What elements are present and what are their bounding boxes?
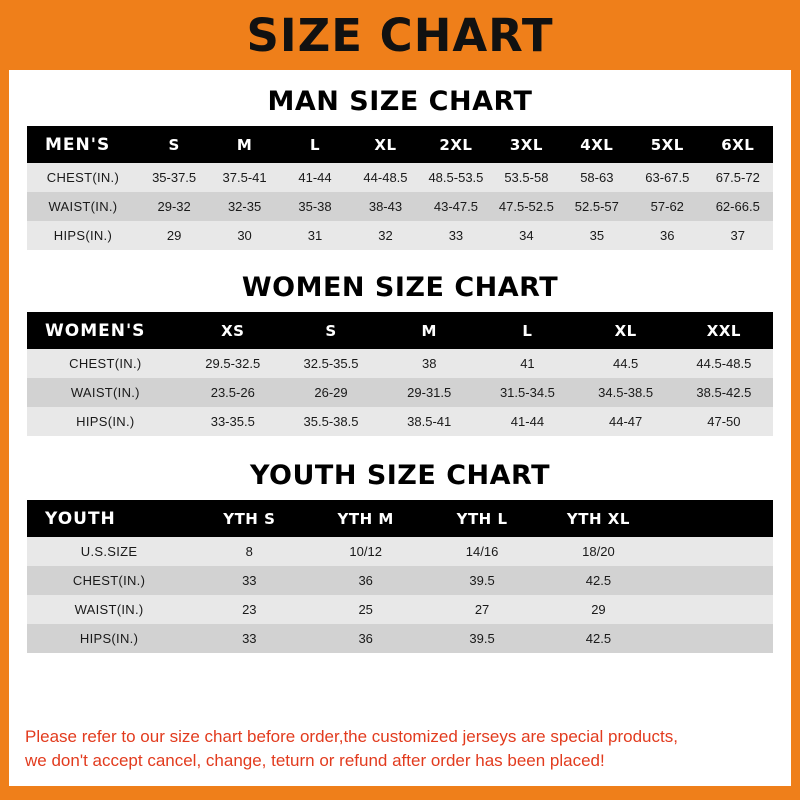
column-header: WOMEN'S — [27, 312, 184, 349]
row-label: WAIST(IN.) — [27, 378, 184, 407]
table-cell: 38-43 — [350, 192, 420, 221]
column-header: XL — [350, 126, 420, 163]
table-cell: 33-35.5 — [184, 407, 282, 436]
banner-title: SIZE CHART — [246, 8, 554, 62]
table-cell: 47-50 — [675, 407, 773, 436]
row-label: U.S.SIZE — [27, 537, 191, 566]
column-header: L — [280, 126, 350, 163]
table-cell: 44-47 — [577, 407, 675, 436]
table-cell: 10/12 — [307, 537, 423, 566]
youth-size-table — [27, 500, 773, 653]
table-cell: 48.5-53.5 — [421, 163, 491, 192]
men-size-table — [27, 126, 773, 250]
table-cell: 23.5-26 — [184, 378, 282, 407]
table-cell: 42.5 — [540, 566, 656, 595]
row-label: CHEST(IN.) — [27, 163, 139, 192]
table-cell: 32.5-35.5 — [282, 349, 380, 378]
bottom-accent-bar — [9, 786, 791, 800]
table-cell: 31 — [280, 221, 350, 250]
table-cell: 41-44 — [280, 163, 350, 192]
table-cell: 33 — [191, 624, 307, 653]
row-label: HIPS(IN.) — [27, 221, 139, 250]
table-cell: 52.5-57 — [562, 192, 632, 221]
table-cell: 25 — [307, 595, 423, 624]
column-header: M — [380, 312, 478, 349]
column-header: S — [139, 126, 209, 163]
table-cell: 30 — [209, 221, 279, 250]
table-cell: 36 — [632, 221, 702, 250]
row-label: CHEST(IN.) — [27, 566, 191, 595]
table-cell: 35 — [562, 221, 632, 250]
table-cell: 41 — [478, 349, 576, 378]
table-row — [27, 566, 773, 595]
column-header: 2XL — [421, 126, 491, 163]
table-cell: 62-66.5 — [703, 192, 773, 221]
table-cell-spacer — [657, 566, 773, 595]
row-label: HIPS(IN.) — [27, 624, 191, 653]
table-row — [27, 537, 773, 566]
table-cell: 44.5 — [577, 349, 675, 378]
table-cell: 33 — [421, 221, 491, 250]
column-header: YOUTH — [27, 500, 191, 537]
table-row — [27, 624, 773, 653]
table-cell: 8 — [191, 537, 307, 566]
table-cell: 36 — [307, 566, 423, 595]
column-header: YTH XL — [540, 500, 656, 537]
table-cell: 32 — [350, 221, 420, 250]
table-cell: 29-32 — [139, 192, 209, 221]
table-cell: 29 — [540, 595, 656, 624]
content — [9, 70, 791, 715]
column-header: XXL — [675, 312, 773, 349]
table-cell: 14/16 — [424, 537, 540, 566]
footer-line-2: we don't accept cancel, change, teturn or refund after order has been placed! — [25, 750, 605, 770]
table-row — [27, 163, 773, 192]
table-cell: 38 — [380, 349, 478, 378]
column-header: L — [478, 312, 576, 349]
table-cell: 34.5-38.5 — [577, 378, 675, 407]
table-cell: 43-47.5 — [421, 192, 491, 221]
table-cell: 23 — [191, 595, 307, 624]
row-label: WAIST(IN.) — [27, 595, 191, 624]
table-cell: 63-67.5 — [632, 163, 702, 192]
column-header: YTH S — [191, 500, 307, 537]
table-cell: 37.5-41 — [209, 163, 279, 192]
table-header-row — [27, 312, 773, 349]
women-section-title: WOMEN SIZE CHART — [241, 272, 559, 303]
column-header: 3XL — [491, 126, 561, 163]
footer-line-1: Please refer to our size chart before order,the customized jerseys are special products, — [25, 727, 678, 747]
footer-note — [9, 715, 791, 786]
table-cell: 26-29 — [282, 378, 380, 407]
table-cell: 42.5 — [540, 624, 656, 653]
table-row — [27, 349, 773, 378]
column-header: 6XL — [703, 126, 773, 163]
table-cell: 27 — [424, 595, 540, 624]
table-cell: 31.5-34.5 — [478, 378, 576, 407]
table-cell-spacer — [657, 537, 773, 566]
column-header: YTH L — [424, 500, 540, 537]
table-cell: 44-48.5 — [350, 163, 420, 192]
column-header: XS — [184, 312, 282, 349]
table-cell: 29 — [139, 221, 209, 250]
table-cell: 32-35 — [209, 192, 279, 221]
table-cell: 34 — [491, 221, 561, 250]
column-header: XL — [577, 312, 675, 349]
table-cell: 39.5 — [424, 566, 540, 595]
table-cell: 57-62 — [632, 192, 702, 221]
table-cell: 38.5-41 — [380, 407, 478, 436]
women-size-table — [27, 312, 773, 436]
table-cell: 36 — [307, 624, 423, 653]
table-cell: 38.5-42.5 — [675, 378, 773, 407]
table-row — [27, 595, 773, 624]
table-row — [27, 192, 773, 221]
table-cell-spacer — [657, 624, 773, 653]
row-label: HIPS(IN.) — [27, 407, 184, 436]
men-section-title: MAN SIZE CHART — [267, 86, 533, 117]
column-header: 4XL — [562, 126, 632, 163]
table-cell-spacer — [657, 595, 773, 624]
table-header-row — [27, 500, 773, 537]
table-cell: 47.5-52.5 — [491, 192, 561, 221]
table-row — [27, 378, 773, 407]
table-cell: 37 — [703, 221, 773, 250]
table-cell: 39.5 — [424, 624, 540, 653]
table-header-row — [27, 126, 773, 163]
table-row — [27, 221, 773, 250]
table-cell: 33 — [191, 566, 307, 595]
table-row — [27, 407, 773, 436]
table-cell: 18/20 — [540, 537, 656, 566]
column-header: YTH M — [307, 500, 423, 537]
column-header: M — [209, 126, 279, 163]
youth-section-title: YOUTH SIZE CHART — [249, 460, 551, 491]
table-cell: 67.5-72 — [703, 163, 773, 192]
table-cell: 29-31.5 — [380, 378, 478, 407]
table-cell: 53.5-58 — [491, 163, 561, 192]
table-cell: 58-63 — [562, 163, 632, 192]
column-header: 5XL — [632, 126, 702, 163]
table-cell: 35-37.5 — [139, 163, 209, 192]
column-header: S — [282, 312, 380, 349]
column-header: MEN'S — [27, 126, 139, 163]
table-cell: 35-38 — [280, 192, 350, 221]
column-header-spacer — [657, 500, 773, 537]
row-label: CHEST(IN.) — [27, 349, 184, 378]
row-label: WAIST(IN.) — [27, 192, 139, 221]
table-cell: 29.5-32.5 — [184, 349, 282, 378]
table-cell: 41-44 — [478, 407, 576, 436]
table-cell: 44.5-48.5 — [675, 349, 773, 378]
banner — [9, 0, 791, 70]
table-cell: 35.5-38.5 — [282, 407, 380, 436]
